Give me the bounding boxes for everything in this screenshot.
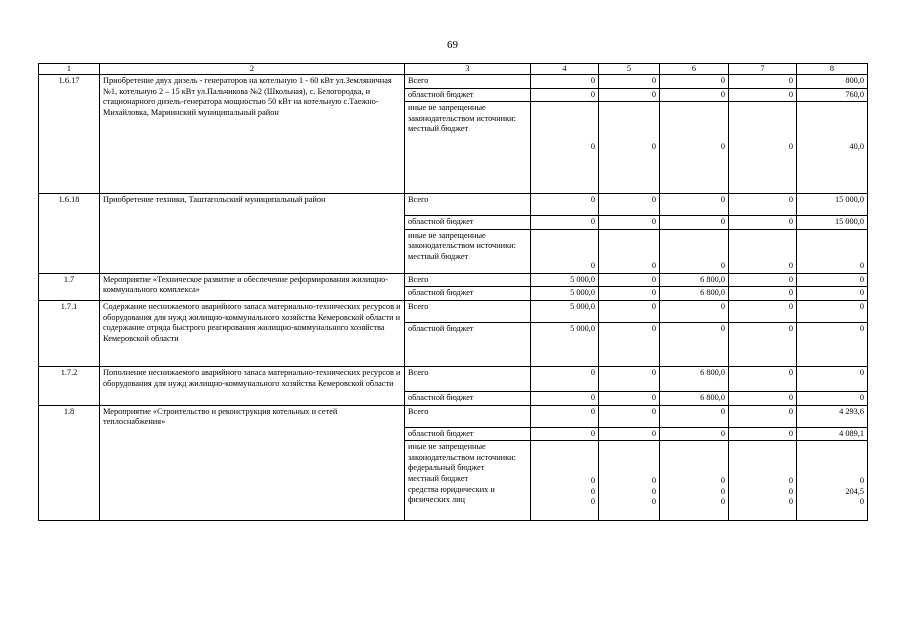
value: 204,5 bbox=[845, 486, 864, 496]
value: 0 bbox=[788, 476, 793, 486]
value-cell: 0 bbox=[729, 102, 797, 194]
value-cell: 0 bbox=[660, 323, 729, 367]
table-row bbox=[39, 273, 868, 287]
column-number: 2 bbox=[100, 64, 405, 75]
value: 0 bbox=[859, 476, 864, 486]
source-label: Всего bbox=[405, 194, 531, 216]
value-cell: 0 bbox=[660, 194, 729, 216]
value-cell: 0 bbox=[531, 216, 599, 230]
table-row bbox=[39, 367, 868, 392]
value-cell: 0 bbox=[729, 323, 797, 367]
column-number-row bbox=[39, 64, 868, 75]
value: 0 bbox=[590, 476, 595, 486]
value-cell: 0 bbox=[729, 427, 797, 441]
value: 0 bbox=[590, 497, 595, 507]
value-cell: 0 bbox=[531, 75, 599, 89]
value: 0 bbox=[788, 486, 793, 496]
value-cell: 0 bbox=[729, 301, 797, 323]
value-cell: 0 bbox=[729, 216, 797, 230]
value-cell: 0 bbox=[660, 427, 729, 441]
column-number: 1 bbox=[39, 64, 100, 75]
source-label: областной бюджет bbox=[405, 88, 531, 102]
value-cell: 0 bbox=[599, 102, 660, 194]
value-cell: 0 bbox=[729, 273, 797, 287]
value-cell: 6 800,0 bbox=[660, 392, 729, 406]
value-cell: 0 bbox=[599, 229, 660, 273]
value-cell: 0 bbox=[599, 323, 660, 367]
value-cell: 6 800,0 bbox=[660, 367, 729, 392]
source-label: Всего bbox=[405, 405, 531, 427]
row-code: 1.7.2 bbox=[39, 367, 100, 406]
page-number: 69 bbox=[447, 39, 458, 51]
source-label: областной бюджет bbox=[405, 392, 531, 406]
source-label: иные не запрещенные законодательством источники: местный бюджет bbox=[405, 102, 531, 194]
value-cell: 0 bbox=[729, 229, 797, 273]
budget-table bbox=[38, 63, 868, 521]
value: 0 bbox=[788, 497, 793, 507]
table-row bbox=[39, 75, 868, 89]
value-cell: 0 bbox=[729, 194, 797, 216]
value-cell: 0 bbox=[531, 405, 599, 427]
value-cell: 0 bbox=[797, 273, 868, 287]
value-cell bbox=[599, 441, 660, 521]
value: 0 bbox=[720, 497, 725, 507]
column-number: 5 bbox=[599, 64, 660, 75]
source-label: областной бюджет bbox=[405, 323, 531, 367]
source-label: Всего bbox=[405, 75, 531, 89]
value-cell: 0 bbox=[599, 392, 660, 406]
source-label: иные не запрещенные законодательством источники: местный бюджет bbox=[405, 229, 531, 273]
value-cell: 0 bbox=[797, 392, 868, 406]
value-cell bbox=[531, 441, 599, 521]
table-row bbox=[39, 405, 868, 427]
value-cell bbox=[729, 441, 797, 521]
table-row bbox=[39, 301, 868, 323]
value-cell: 5 000,0 bbox=[531, 323, 599, 367]
value-cell: 760,0 bbox=[797, 88, 868, 102]
value-cell: 0 bbox=[729, 392, 797, 406]
row-code: 1.6.18 bbox=[39, 194, 100, 274]
value-cell: 0 bbox=[531, 392, 599, 406]
value-cell bbox=[660, 441, 729, 521]
value: 0 bbox=[720, 476, 725, 486]
source-label: иные не запрещенные законодательством источники: bbox=[408, 442, 516, 462]
value-cell: 0 bbox=[531, 102, 599, 194]
value-cell: 6 800,0 bbox=[660, 287, 729, 301]
value-cell: 0 bbox=[531, 229, 599, 273]
value-cell: 5 000,0 bbox=[531, 301, 599, 323]
value-cell: 0 bbox=[660, 102, 729, 194]
source-label: Всего bbox=[405, 367, 531, 392]
column-number: 7 bbox=[729, 64, 797, 75]
value-cell: 0 bbox=[660, 301, 729, 323]
value-cell: 0 bbox=[797, 323, 868, 367]
source-label: средства юридических и физических лиц bbox=[408, 484, 495, 505]
value-cell: 0 bbox=[599, 427, 660, 441]
value: 0 bbox=[590, 486, 595, 496]
value-cell: 0 bbox=[729, 75, 797, 89]
value-cell: 0 bbox=[599, 194, 660, 216]
value-cell: 0 bbox=[599, 287, 660, 301]
value-cell: 15 000,0 bbox=[797, 194, 868, 216]
value-cell: 0 bbox=[531, 427, 599, 441]
table-row bbox=[39, 194, 868, 216]
value-cell: 0 bbox=[797, 287, 868, 301]
value-cell: 0 bbox=[599, 405, 660, 427]
row-code: 1.8 bbox=[39, 405, 100, 521]
value-cell: 5 000,0 bbox=[531, 273, 599, 287]
source-label: областной бюджет bbox=[405, 216, 531, 230]
source-label: местный бюджет bbox=[408, 474, 469, 484]
value-cell: 800,0 bbox=[797, 75, 868, 89]
row-name: Приобретение двух дизель - генераторов на котельную 1 - 60 кВт ул.Земляничная №1, котельную 2 – 15 кВт ул.Пальчикова №2 (Школьная), с. Белогородка, и стационарного дизель-генератора мощностью 50 кВт на котельную с.Таежно-Михайловка, Мариинский муниципальный район bbox=[100, 75, 405, 194]
row-code: 1.7.1 bbox=[39, 301, 100, 367]
value: 0 bbox=[651, 497, 656, 507]
row-name: Мероприятие «Строительство и реконструкция котельных и сетей теплоснабжения» bbox=[100, 405, 405, 521]
value-cell: 0 bbox=[729, 405, 797, 427]
value-cell: 0 bbox=[797, 301, 868, 323]
row-code: 1.6.17 bbox=[39, 75, 100, 194]
value-cell: 0 bbox=[660, 216, 729, 230]
source-label: Всего bbox=[405, 273, 531, 287]
value-cell bbox=[797, 441, 868, 521]
value-cell: 40,0 bbox=[797, 102, 868, 194]
value-cell: 0 bbox=[797, 229, 868, 273]
source-label: областной бюджет bbox=[405, 427, 531, 441]
value-cell: 0 bbox=[599, 301, 660, 323]
value-cell: 0 bbox=[599, 273, 660, 287]
row-name: Содержание неснижаемого аварийного запаса материально-технических ресурсов и оборудования для нужд жилищно-коммунального хозяйства Кемеровской области и содержание отряда быстрого реагирования жилищно-коммунального хозяйства Кемеровской области bbox=[100, 301, 405, 367]
value-cell: 0 bbox=[660, 405, 729, 427]
value-cell: 6 800,0 bbox=[660, 273, 729, 287]
value-cell: 0 bbox=[729, 287, 797, 301]
value-cell: 0 bbox=[531, 88, 599, 102]
value: 0 bbox=[651, 486, 656, 496]
value-cell: 0 bbox=[729, 367, 797, 392]
value-cell: 0 bbox=[660, 75, 729, 89]
value-cell: 0 bbox=[599, 88, 660, 102]
column-number: 3 bbox=[405, 64, 531, 75]
row-name: Мероприятие «Техническое развитие и обеспечение реформирования жилищно-коммунального комплекса» bbox=[100, 273, 405, 300]
value-cell: 0 bbox=[660, 88, 729, 102]
value-cell: 4 089,1 bbox=[797, 427, 868, 441]
value-cell: 15 000,0 bbox=[797, 216, 868, 230]
value-cell: 0 bbox=[729, 88, 797, 102]
source-label: областной бюджет bbox=[405, 287, 531, 301]
source-label: федеральный бюджет bbox=[408, 463, 485, 473]
value: 0 bbox=[651, 476, 656, 486]
value-cell: 0 bbox=[531, 367, 599, 392]
value: 0 bbox=[720, 486, 725, 496]
value-cell: 0 bbox=[797, 367, 868, 392]
source-label-group bbox=[405, 441, 531, 521]
value-cell: 4 293,6 bbox=[797, 405, 868, 427]
value-cell: 0 bbox=[531, 194, 599, 216]
value: 0 bbox=[859, 497, 864, 507]
row-name: Приобретение техники, Таштагольский муниципальный район bbox=[100, 194, 405, 274]
column-number: 4 bbox=[531, 64, 599, 75]
value-cell: 0 bbox=[660, 229, 729, 273]
column-number: 8 bbox=[797, 64, 868, 75]
source-label: Всего bbox=[405, 301, 531, 323]
column-number: 6 bbox=[660, 64, 729, 75]
value-cell: 0 bbox=[599, 216, 660, 230]
value-cell: 0 bbox=[599, 367, 660, 392]
row-name: Пополнение неснижаемого аварийного запаса материально-технических ресурсов и оборудования для нужд жилищно-коммунального хозяйства Кемеровской области bbox=[100, 367, 405, 406]
value-cell: 5 000,0 bbox=[531, 287, 599, 301]
value-cell: 0 bbox=[599, 75, 660, 89]
row-code: 1.7 bbox=[39, 273, 100, 300]
